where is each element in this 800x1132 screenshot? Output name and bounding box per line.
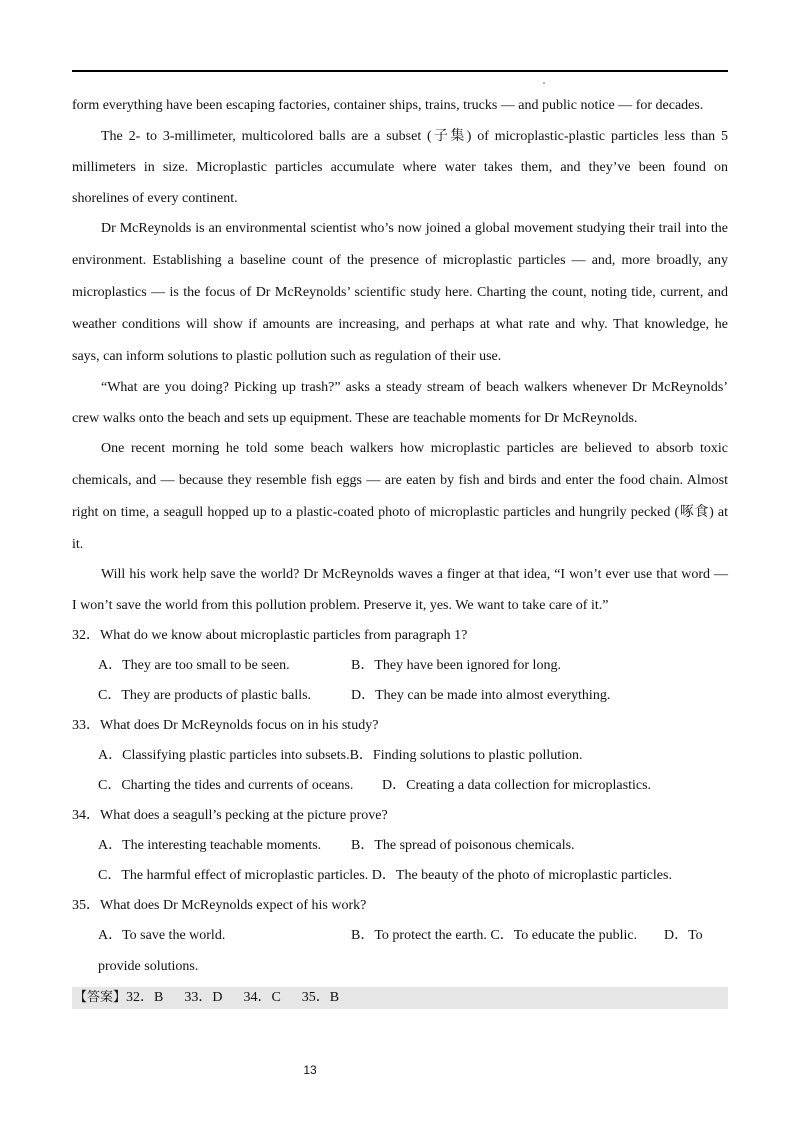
question-32: 32．What do we know about microplastic particles from paragraph 1? — [72, 628, 468, 643]
passage-line: it. — [72, 537, 84, 552]
option-33-ab: A．Classifying plastic particles into subsets.B．Finding solutions to plastic pollution. — [98, 748, 583, 763]
option-34-b: B．The spread of poisonous chemicals. — [351, 838, 575, 853]
option-32-c: C．They are products of plastic balls. — [98, 688, 312, 703]
option-35-d: D．To — [664, 928, 703, 943]
passage-line: “What are you doing? Picking up trash?” asks a steady stream of beach walkers whenever Dr McReynolds’ — [101, 380, 728, 395]
option-32-b: B．They have been ignored for long. — [351, 658, 561, 673]
passage-line: Dr McReynolds is an environmental scientist who’s now joined a global movement studying their trail into the — [101, 221, 728, 236]
option-33-d: D．Creating a data collection for microplastics. — [382, 778, 652, 793]
passage-line: I won’t save the world from this pollution problem. Preserve it, yes. We want to take care of it.” — [72, 598, 609, 613]
option-35-d-cont: provide solutions. — [98, 959, 199, 974]
question-35: 35．What does Dr McReynolds expect of his work? — [72, 898, 367, 913]
passage-line: environment. Establishing a baseline count of the presence of microplastic particles — and, more broadly, any — [72, 253, 728, 268]
passage-line: form everything have been escaping factories, container ships, trains, trucks — and public notice — for decades. — [72, 98, 704, 113]
passage-line: The 2- to 3-millimeter, multicolored balls are a subset (子集) of microplastic-plastic particles less than 5 — [101, 129, 728, 144]
question-33: 33．What does Dr McReynolds focus on in his study? — [72, 718, 379, 733]
answer-label: 【答案】 — [74, 990, 127, 1005]
option-33-c: C．Charting the tides and currents of oceans. — [98, 778, 354, 793]
passage-line: shorelines of every continent. — [72, 191, 238, 206]
passage-line: microplastics — is the focus of Dr McReynolds’ scientific study here. Charting the count, noting tide, current, and — [72, 285, 728, 300]
page-number: 13 — [303, 1063, 317, 1077]
header-dot — [543, 82, 545, 84]
option-34-cd: C．The harmful effect of microplastic particles. D．The beauty of the photo of microplastic particles. — [98, 868, 672, 883]
option-32-a: A．They are too small to be seen. — [98, 658, 290, 673]
passage-line: Will his work help save the world? Dr McReynolds waves a finger at that idea, “I won’t ever use that word — — [101, 567, 728, 582]
question-34: 34．What does a seagull’s pecking at the picture prove? — [72, 808, 388, 823]
answer-line — [74, 989, 339, 1007]
passage-line: weather conditions will show if amounts are increasing, and perhaps at what rate and why. That knowledge, he — [72, 317, 728, 332]
passage-line: right on time, a seagull hopped up to a plastic-coated photo of microplastic particles and hungrily pecked (啄食) at — [72, 505, 728, 520]
passage-line: crew walks onto the beach and sets up equipment. These are teachable moments for Dr McReynolds. — [72, 411, 638, 426]
answer-text: 32．B 33．D 34．C 35．B — [126, 990, 340, 1005]
option-34-a: A．The interesting teachable moments. — [98, 838, 322, 853]
option-35-bc: B．To protect the earth. C．To educate the public. — [351, 928, 638, 943]
passage-line: chemicals, and — because they resemble fish eggs — are eaten by fish and birds and enter the food chain. Almost — [72, 473, 728, 488]
passage-line: One recent morning he told some beach walkers how microplastic particles are believed to absorb toxic — [101, 441, 728, 456]
option-35-a: A．To save the world. — [98, 928, 226, 943]
passage-line: says, can inform solutions to plastic pollution such as regulation of their use. — [72, 349, 502, 364]
header-rule — [72, 70, 728, 72]
option-32-d: D．They can be made into almost everything. — [351, 688, 611, 703]
passage-line: millimeters in size. Microplastic particles accumulate where water takes them, and they’ve been found on — [72, 160, 728, 175]
